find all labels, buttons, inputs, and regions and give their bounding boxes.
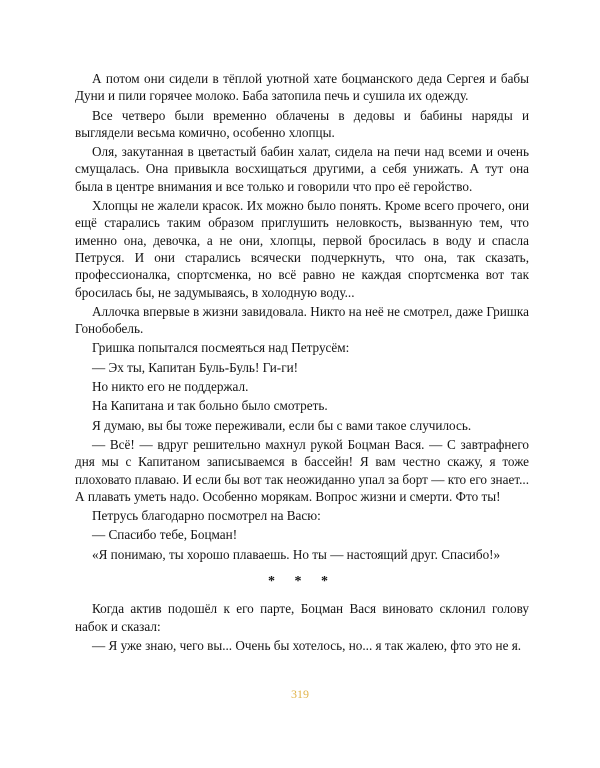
paragraph: Но никто его не поддержал. xyxy=(92,379,249,395)
paragraph: Аллочка впервые в жизни завидовала. Никто на неё не смотрел, даже Гришка Гонобобель. xyxy=(75,303,529,337)
paragraph: Петрусь благодарно посмотрел на Васю: xyxy=(92,508,321,524)
dialogue-line: — Всё! — вдруг решительно махнул рукой Боцман Вася. — С завтрафнего дня мы с Капитаном записываемся в бассейн! Я вам честно скажу, я тоже плоховато плаваю. И если бы вот так неожиданно упал за борт — кто его знает... А плавать уметь надо. Особенно морякам. Вопрос жизни и смерти. Фто ты! xyxy=(75,436,529,504)
paragraph: А потом они сидели в тёплой уютной хате боцманского деда Сергея и бабы Дуни и пили горячее молоко. Баба затопила печь и сушила их одежду. xyxy=(75,71,529,104)
quoted-thought: «Я понимаю, ты хорошо плаваешь. Но ты — настоящий друг. Спасибо!» xyxy=(92,546,501,562)
paragraph: Хлопцы не жалели красок. Их можно было понять. Кроме всего прочего, они ещё старались таким образом приглушить неловкость, вызванную тем, что именно она, девочка, а не они, хлопцы, первой бросилась в воду и спасла Петруся. И они старались всячески подчеркнуть, что она, так сказать, профессионалка, спортсменка, но всё равно не каждая спортсменка вот так бросилась бы, не задумываясь, в холодную воду... xyxy=(75,198,529,300)
section-break: * * * xyxy=(268,574,336,590)
dialogue-line: — Спасибо тебе, Боцман! xyxy=(92,527,238,543)
dialogue-line: — Я уже знаю, чего вы... Очень бы хотелось, но... я так жалею, фто это не я. xyxy=(92,637,522,653)
dialogue-line: — Эх ты, Капитан Буль-Буль! Ги-ги! xyxy=(92,359,299,375)
page-number: 319 xyxy=(291,687,309,701)
paragraph: Все четверо были временно облачены в дедовы и бабины наряды и выглядели весьма комично, особенно хлопцы. xyxy=(75,107,529,140)
paragraph: Когда актив подошёл к его парте, Боцман Вася виновато склонил голову набок и сказал: xyxy=(75,601,529,634)
paragraph: Гришка попытался посмеяться над Петрусём: xyxy=(92,340,350,356)
paragraph: На Капитана и так больно было смотреть. xyxy=(92,398,328,414)
paragraph: Я думаю, вы бы тоже переживали, если бы с вами такое случилось. xyxy=(92,417,472,433)
page-body-text xyxy=(75,70,529,654)
paragraph: Оля, закутанная в цветастый бабин халат, сидела на печи над всеми и очень смущалась. Она привыкла восхищаться другими, а себя унижать. А тут она была в центре внимания и все только и говорили что про её геройство. xyxy=(75,144,529,194)
